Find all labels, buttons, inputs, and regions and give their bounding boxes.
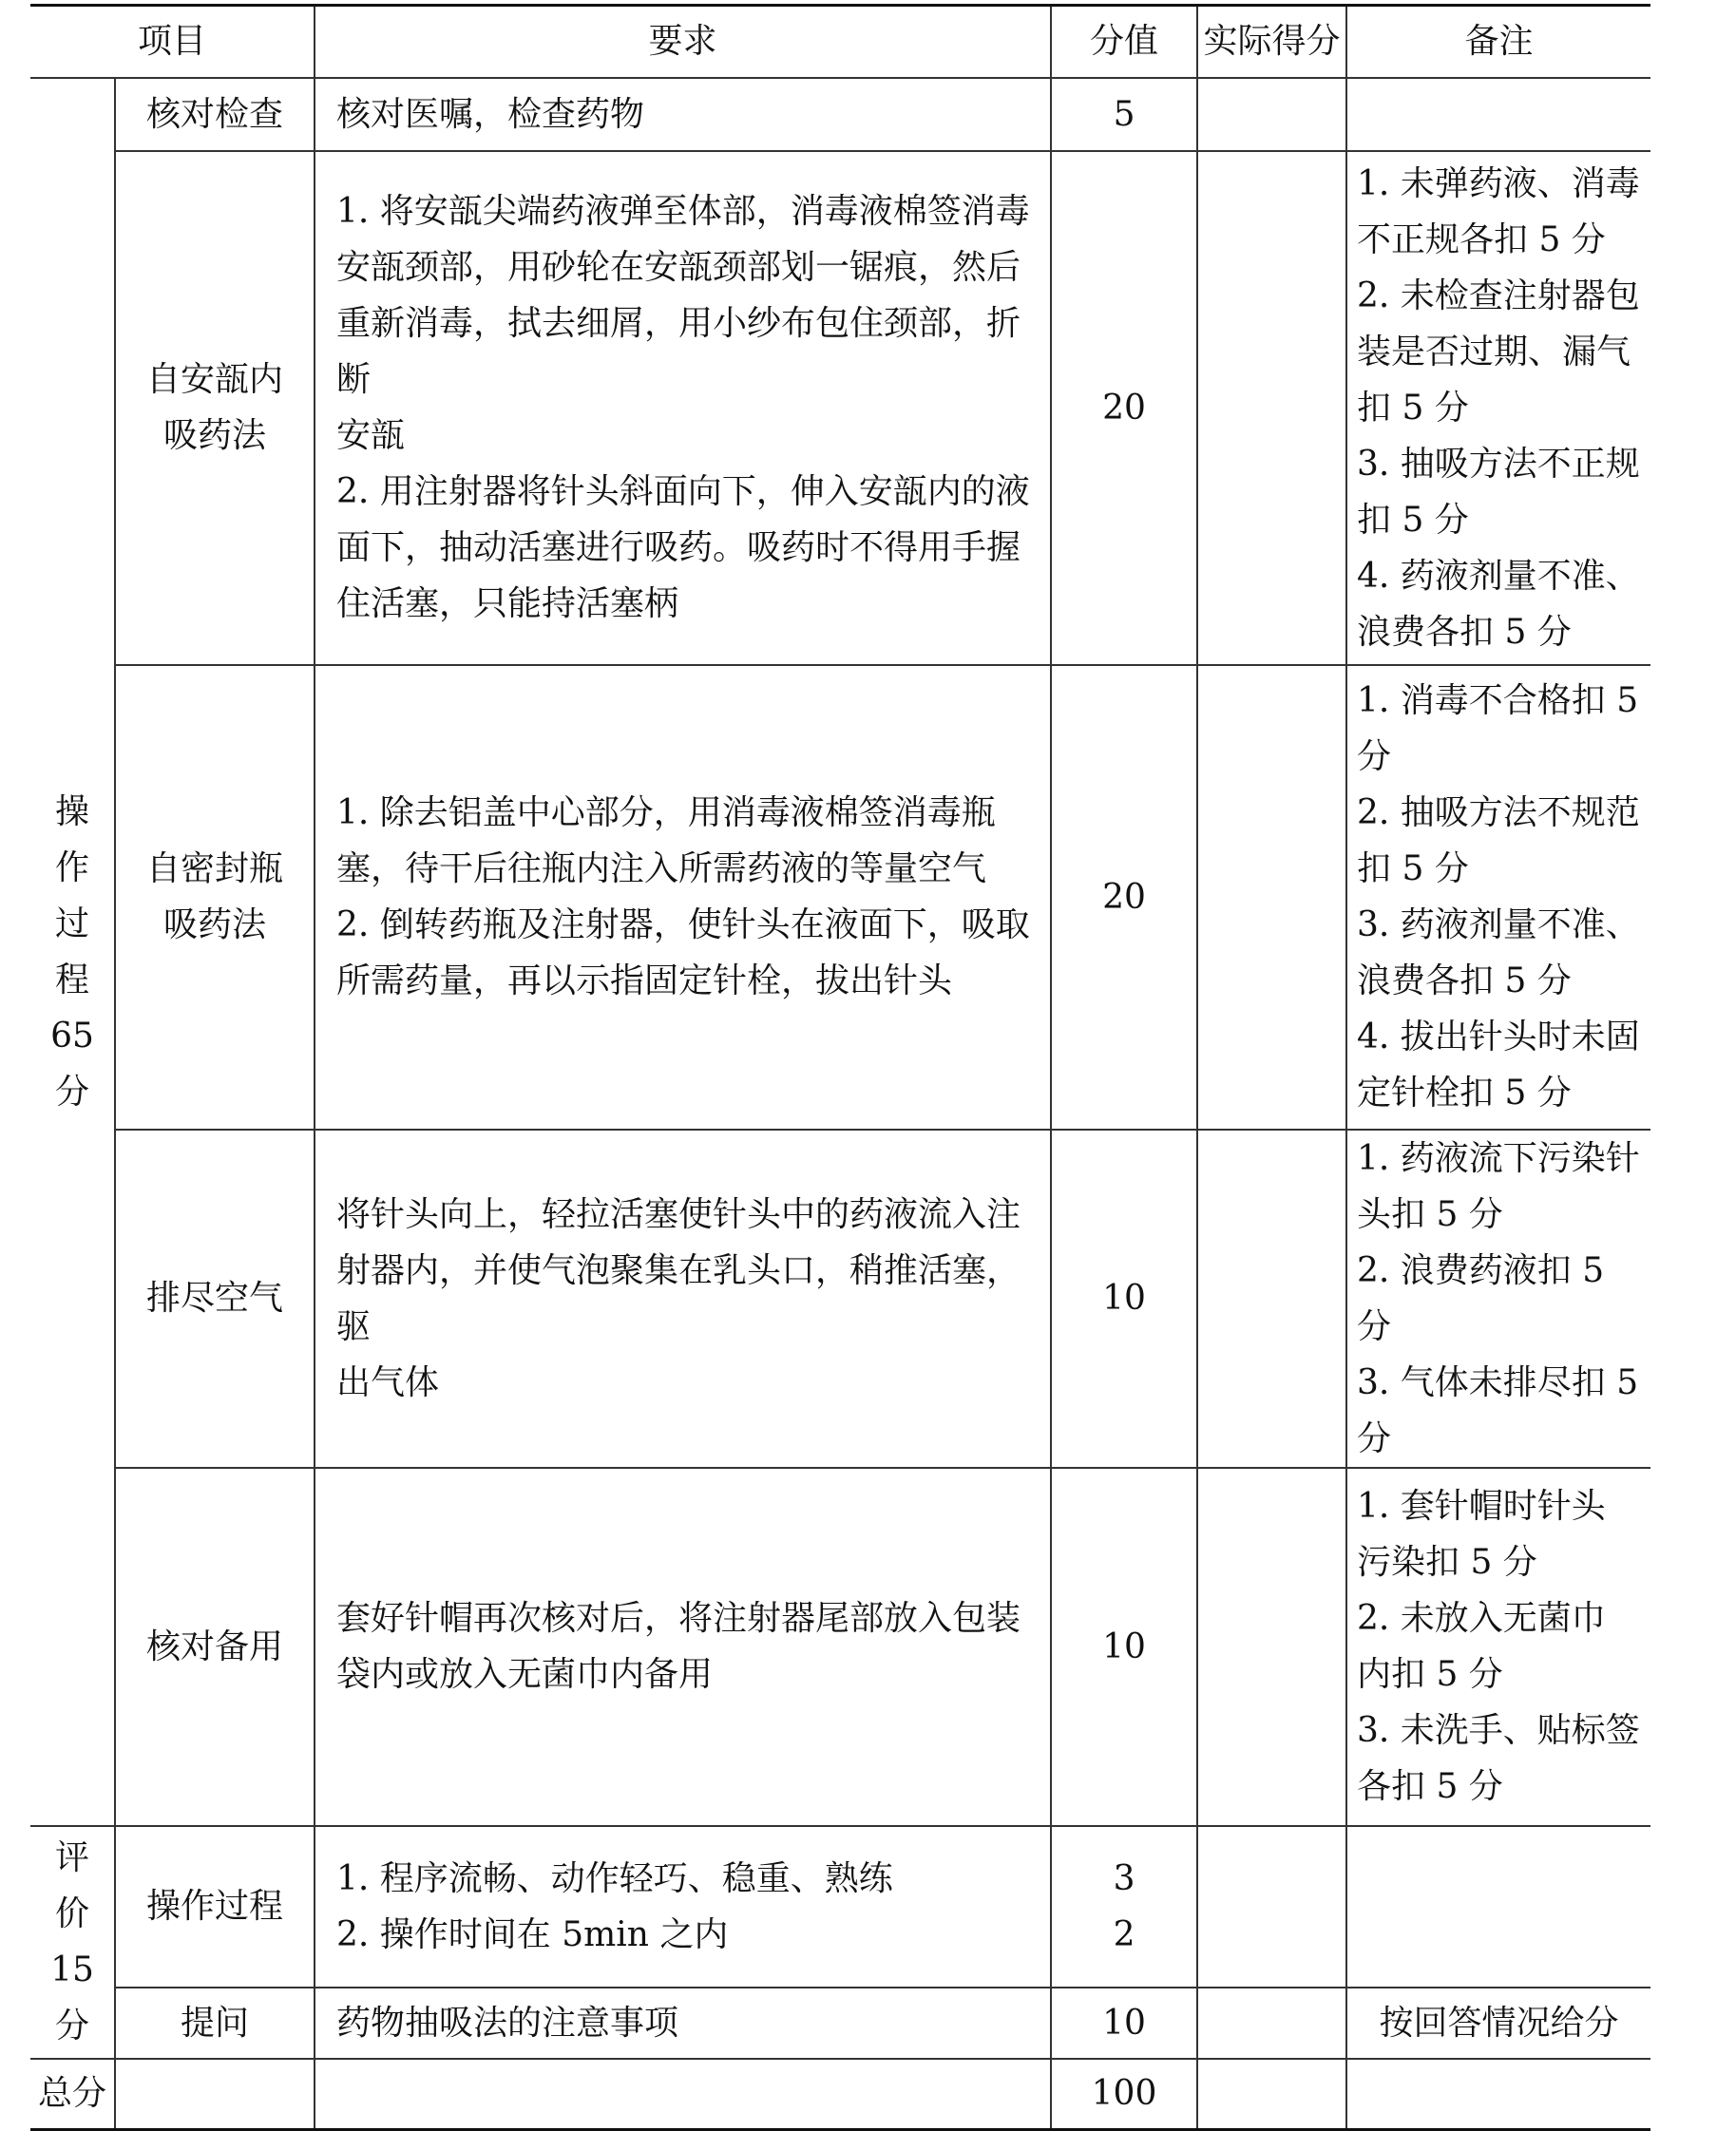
item-cell: 核对备用	[115, 1468, 315, 1826]
header-item: 项目	[30, 6, 315, 78]
actual-score-cell	[1197, 1826, 1346, 1988]
actual-score-cell	[1197, 2059, 1346, 2130]
header-requirement: 要求	[315, 6, 1051, 78]
table-row	[30, 1468, 1650, 1826]
total-label: 总分	[30, 2059, 115, 2130]
item-cell: 自安瓿内 吸药法	[115, 151, 315, 665]
total-row	[30, 2059, 1650, 2130]
points-cell: 20	[1051, 665, 1197, 1130]
item-cell	[115, 2059, 315, 2130]
table-row	[30, 78, 1650, 151]
item-cell: 自密封瓶 吸药法	[115, 665, 315, 1130]
requirement-cell: 将针头向上，轻拉活塞使针头中的药液流入注 射器内，并使气泡聚集在乳头口，稍推活塞，驱 出气体	[315, 1130, 1051, 1468]
item-cell: 提问	[115, 1988, 315, 2059]
requirement-cell: 1. 除去铝盖中心部分，用消毒液棉签消毒瓶 塞，待干后往瓶内注入所需药液的等量空气 2. 倒转药瓶及注射器，使针头在液面下，吸取 所需药量，再以示指固定针栓，拔出针头	[315, 665, 1051, 1130]
table-row	[30, 151, 1650, 665]
requirement-cell: 药物抽吸法的注意事项	[315, 1988, 1051, 2059]
actual-score-cell	[1197, 151, 1346, 665]
header-points: 分值	[1051, 6, 1197, 78]
remarks-cell: 1. 药液流下污染针 头扣 5 分 2. 浪费药液扣 5 分 3. 气体未排尽扣 5 分	[1346, 1130, 1650, 1468]
points-cell: 20	[1051, 151, 1197, 665]
header-remarks: 备注	[1346, 6, 1650, 78]
actual-score-cell	[1197, 1468, 1346, 1826]
table-row	[30, 1988, 1650, 2059]
points-cell: 3 2	[1051, 1826, 1197, 1988]
points-cell: 10	[1051, 1988, 1197, 2059]
points-cell: 5	[1051, 78, 1197, 151]
requirement-cell: 核对医嘱，检查药物	[315, 78, 1051, 151]
table-header-row	[30, 6, 1650, 78]
total-points: 100	[1051, 2059, 1197, 2130]
scoring-table	[30, 4, 1650, 2131]
item-cell: 排尽空气	[115, 1130, 315, 1468]
actual-score-cell	[1197, 1130, 1346, 1468]
remarks-cell: 1. 消毒不合格扣 5 分 2. 抽吸方法不规范 扣 5 分 3. 药液剂量不准、 浪费各扣 5 分 4. 拔出针头时未固 定针栓扣 5 分	[1346, 665, 1650, 1130]
actual-score-cell	[1197, 78, 1346, 151]
actual-score-cell	[1197, 1988, 1346, 2059]
table-row	[30, 1130, 1650, 1468]
requirement-cell	[315, 2059, 1051, 2130]
item-cell: 操作过程	[115, 1826, 315, 1988]
remarks-cell	[1346, 1826, 1650, 1988]
remarks-cell	[1346, 78, 1650, 151]
table-row	[30, 1826, 1650, 1988]
remarks-cell	[1346, 2059, 1650, 2130]
requirement-cell: 套好针帽再次核对后，将注射器尾部放入包装 袋内或放入无菌巾内备用	[315, 1468, 1051, 1826]
remarks-cell: 1. 套针帽时针头 污染扣 5 分 2. 未放入无菌巾 内扣 5 分 3. 未洗手、贴标签 各扣 5 分	[1346, 1468, 1650, 1826]
remarks-cell: 按回答情况给分	[1346, 1988, 1650, 2059]
item-cell: 核对检查	[115, 78, 315, 151]
requirement-cell: 1. 将安瓿尖端药液弹至体部，消毒液棉签消毒 安瓿颈部，用砂轮在安瓿颈部划一锯痕，然后 重新消毒，拭去细屑，用小纱布包住颈部，折断 安瓿 2. 用注射器将针头斜面向下，伸入安瓿内的液 面下，抽动活塞进行吸药。吸药时不得用手握 住活塞，只能持活塞柄	[315, 151, 1051, 665]
section-evaluation-label: 评 价 15 分	[30, 1826, 115, 2059]
points-cell: 10	[1051, 1130, 1197, 1468]
points-cell: 10	[1051, 1468, 1197, 1826]
section-process-label: 操 作 过 程 65 分	[30, 78, 115, 1826]
actual-score-cell	[1197, 665, 1346, 1130]
remarks-cell: 1. 未弹药液、消毒 不正规各扣 5 分 2. 未检查注射器包 装是否过期、漏气 扣 5 分 3. 抽吸方法不正规 扣 5 分 4. 药液剂量不准、 浪费各扣 5 分	[1346, 151, 1650, 665]
requirement-cell: 1. 程序流畅、动作轻巧、稳重、熟练 2. 操作时间在 5min 之内	[315, 1826, 1051, 1988]
table-row	[30, 665, 1650, 1130]
header-actual-score: 实际得分	[1197, 6, 1346, 78]
